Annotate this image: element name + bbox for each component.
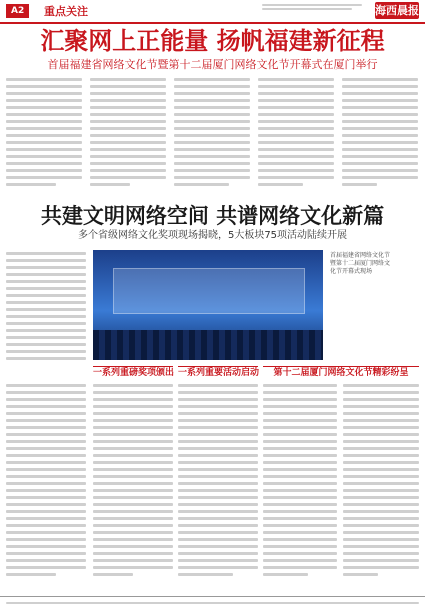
article-1-column <box>6 78 82 190</box>
article-1-headline: 汇聚网上正能量 扬帆福建新征程 <box>40 27 385 55</box>
section-label-awards: 一系列重磅奖项颁出 <box>93 368 175 378</box>
page-number-tag: A2 <box>6 4 29 18</box>
audience <box>93 330 323 360</box>
article-2-column <box>6 384 86 580</box>
article-2-column <box>343 384 419 580</box>
section-divider <box>93 366 173 367</box>
article-1-column <box>174 78 250 190</box>
section-label-activities: 一系列重要活动启动 <box>178 368 260 378</box>
stage-screen <box>113 268 305 314</box>
header-meta-placeholder <box>262 4 372 10</box>
article-2-column <box>263 384 337 580</box>
article-2-subheadline: 多个省级网络文化奖项现场揭晓，5大板块75项活动陆续开展 <box>77 230 348 241</box>
article-2-body-left <box>6 252 86 364</box>
article-1-column <box>90 78 166 190</box>
article-1-column <box>342 78 418 190</box>
article-1-subheadline: 首届福建省网络文化节暨第十二届厦门网络文化节开幕式在厦门举行 <box>47 58 378 71</box>
section-label-festival: 第十二届厦门网络文化节精彩纷呈 <box>273 368 409 378</box>
page-header <box>0 0 425 24</box>
section-divider <box>178 366 258 367</box>
article-1-body <box>6 78 419 196</box>
section-divider <box>263 366 419 367</box>
section-title: 重点关注 <box>44 5 88 18</box>
article-2-column <box>93 384 173 580</box>
article-2-headline: 共建文明网络空间 共谱网络文化新篇 <box>40 204 385 228</box>
page-footer <box>0 596 425 612</box>
article-2-column <box>178 384 258 580</box>
article-1-column <box>258 78 334 190</box>
newspaper-logo: 海西晨报 <box>375 4 419 17</box>
photo-caption: 首届福建省网络文化节暨第十二届厦门网络文化节开幕式现场 <box>330 252 391 275</box>
article-2-body-lower <box>6 384 419 590</box>
event-photo <box>93 250 323 360</box>
